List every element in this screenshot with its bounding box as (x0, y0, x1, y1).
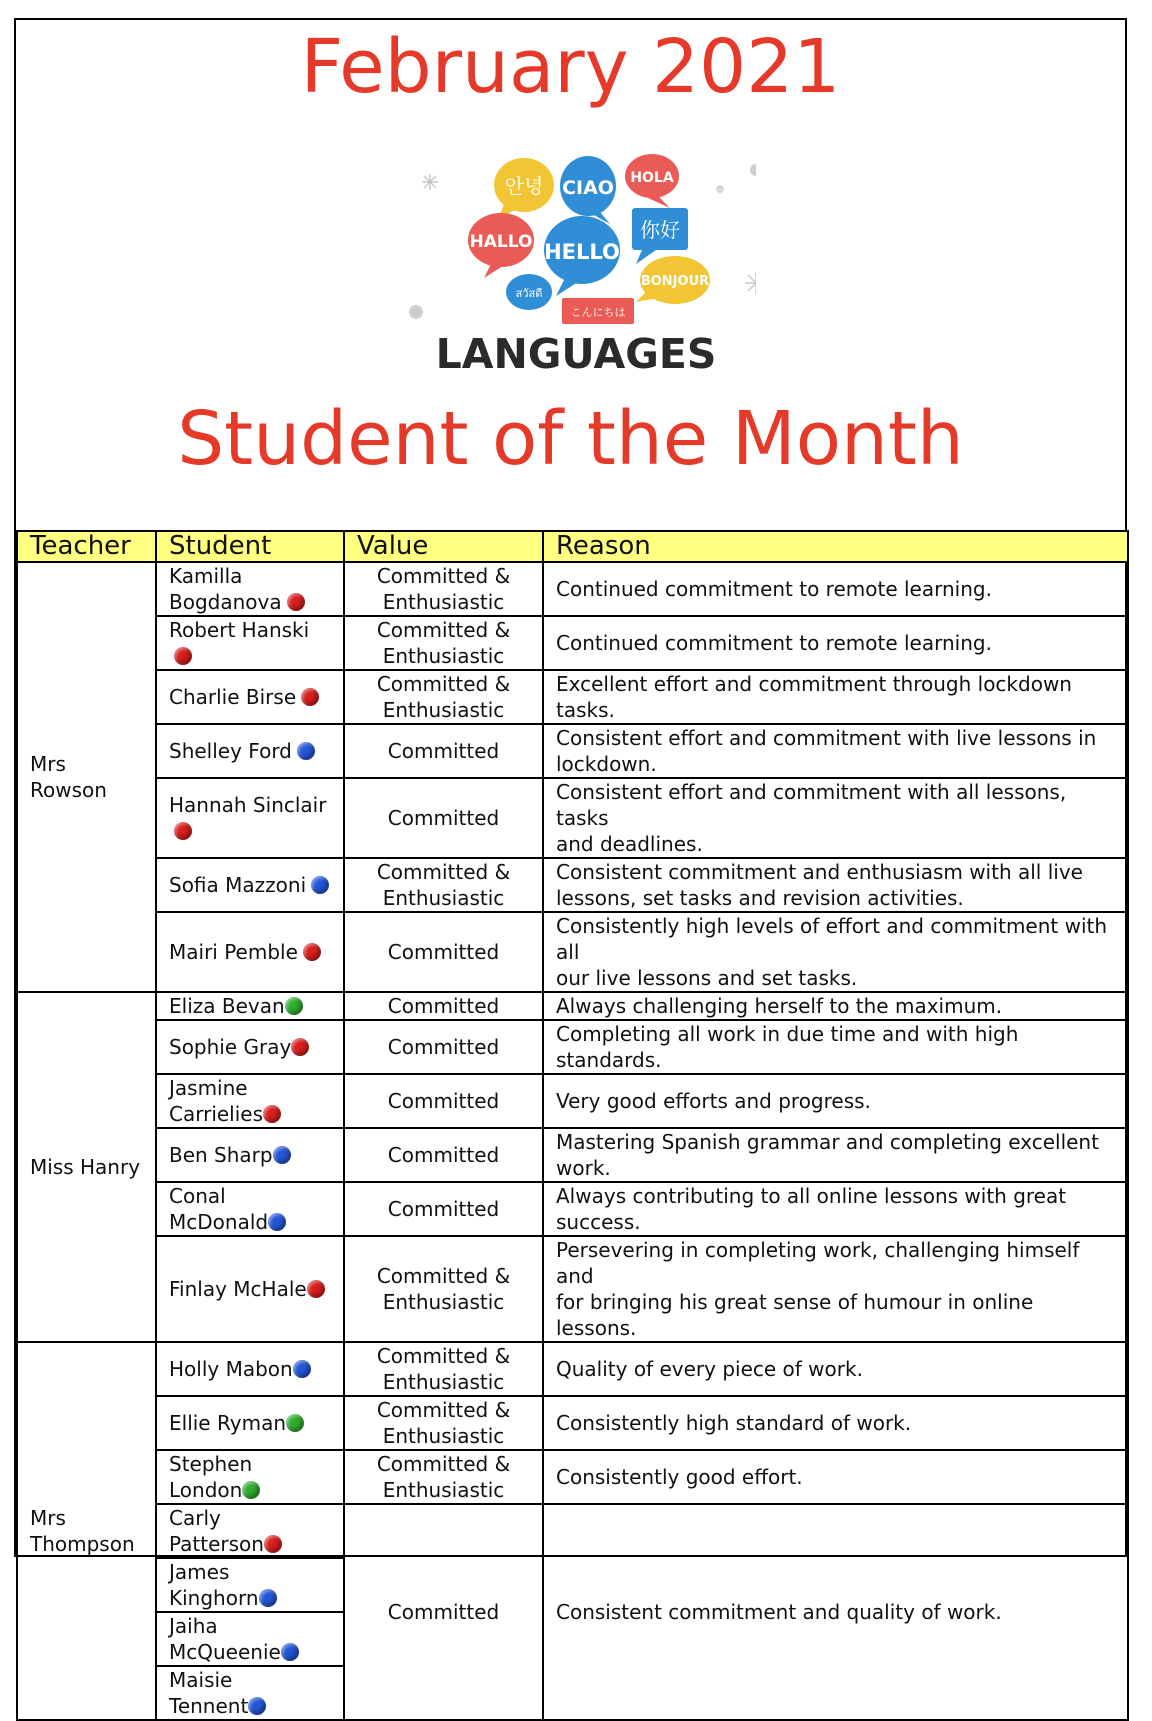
student-name: Bogdanova (169, 590, 282, 614)
student-name: Jasmine (169, 1076, 248, 1100)
svg-text:CIAO: CIAO (562, 177, 614, 199)
student-name: James (169, 1560, 230, 1584)
table-row (17, 1074, 1128, 1128)
student-name: Finlay McHale (169, 1277, 307, 1301)
red-dot-icon (287, 593, 305, 611)
svg-text:HALLO: HALLO (469, 232, 533, 252)
reason-cell (543, 1182, 1128, 1236)
student-cell (156, 724, 344, 778)
reason-text: Consistently high standard of work. (556, 1411, 912, 1435)
column-header-value: Value (344, 531, 543, 562)
value-cell (344, 858, 543, 912)
student-name: Tennent (169, 1694, 249, 1718)
reason-text: Always contributing to all online lessons with great (556, 1184, 1067, 1208)
value-cell (344, 1182, 543, 1236)
value-text: Committed (387, 1197, 500, 1221)
green-dot-icon (242, 1481, 260, 1499)
value-text: Enthusiastic (382, 590, 505, 614)
svg-text:HOLA: HOLA (630, 170, 674, 186)
value-cell (344, 562, 543, 616)
reason-text: lessons, set tasks and revision activities. (556, 886, 964, 910)
teacher-cell (17, 1342, 156, 1720)
student-cell (156, 1182, 344, 1236)
student-name: Kinghorn (169, 1586, 259, 1610)
blue-dot-icon (273, 1146, 291, 1164)
value-text: Committed (387, 1600, 500, 1624)
reason-cell (543, 562, 1128, 616)
table-row (17, 1450, 1128, 1504)
reason-cell (543, 1020, 1128, 1074)
poster-sheet (14, 18, 1127, 1718)
value-text: Committed & (376, 672, 511, 696)
value-cell (344, 670, 543, 724)
column-header-reason: Reason (543, 531, 1128, 562)
poster-header (16, 20, 1125, 530)
reason-text: Persevering in completing work, challenging himself and (556, 1238, 1080, 1288)
value-text: Committed (387, 1035, 500, 1059)
table-row (17, 1020, 1128, 1074)
value-cell (344, 1342, 543, 1396)
student-cell (156, 1450, 344, 1504)
student-name: Stephen (169, 1452, 253, 1476)
column-header-student: Student (156, 531, 344, 562)
value-text: Enthusiastic (382, 1478, 505, 1502)
reason-cell (543, 1074, 1128, 1128)
student-cell (156, 1396, 344, 1450)
red-dot-icon (307, 1280, 325, 1298)
student-cell (156, 912, 344, 992)
reason-text: and deadlines. (556, 832, 703, 856)
value-text: Committed & (376, 1344, 511, 1368)
student-cell (156, 1342, 344, 1396)
value-text: Enthusiastic (382, 1290, 505, 1314)
student-name: Carly (169, 1506, 221, 1530)
teacher-cell (17, 562, 156, 992)
table-row (17, 1236, 1128, 1342)
student-name: Patterson (169, 1532, 264, 1556)
value-cell (344, 1450, 543, 1504)
table-row (17, 562, 1128, 616)
table-row (17, 1504, 1128, 1558)
student-cell (156, 1020, 344, 1074)
svg-text:BONJOUR: BONJOUR (640, 274, 710, 289)
value-cell (344, 912, 543, 992)
student-cell (156, 670, 344, 724)
teacher-cell (17, 992, 156, 1342)
reason-text: Quality of every piece of work. (556, 1357, 863, 1381)
languages-logo (396, 112, 756, 402)
student-name: Charlie Birse (169, 685, 297, 709)
table-row (17, 992, 1128, 1020)
red-dot-icon (303, 943, 321, 961)
blue-dot-icon (311, 876, 329, 894)
student-of-the-month-title: Student of the Month (177, 396, 964, 482)
student-cell (156, 1074, 344, 1128)
reason-text: Excellent effort and commitment through lockdown tasks. (556, 672, 1072, 722)
red-dot-icon (301, 688, 319, 706)
value-cell (344, 992, 543, 1020)
reason-text: Continued commitment to remote learning. (556, 577, 992, 601)
reason-text: Always challenging herself to the maximum. (556, 994, 1003, 1018)
logo-wordmark: LANGUAGES (435, 330, 717, 378)
svg-text:สวัสดี: สวัสดี (515, 287, 543, 300)
student-cell (156, 616, 344, 670)
value-text: Enthusiastic (382, 644, 505, 668)
reason-text: Consistently good effort. (556, 1465, 803, 1489)
student-name: Holly Mabon (169, 1357, 293, 1381)
speech-bubbles-icon (396, 112, 756, 332)
value-cell (344, 616, 543, 670)
blue-dot-icon (268, 1213, 286, 1231)
student-cell (156, 1666, 344, 1720)
value-text: Enthusiastic (382, 698, 505, 722)
table-row (17, 670, 1128, 724)
reason-text: our live lessons and set tasks. (556, 966, 858, 990)
student-cell (156, 1504, 344, 1558)
value-text: Committed & (376, 1398, 511, 1422)
red-dot-icon (291, 1038, 309, 1056)
svg-text:HELLO: HELLO (544, 240, 620, 264)
student-name: Sofia Mazzoni (169, 873, 307, 897)
value-text: Enthusiastic (382, 1370, 505, 1394)
column-header-teacher: Teacher (17, 531, 156, 562)
reason-text: Mastering Spanish grammar and completing excellent (556, 1130, 1099, 1154)
value-cell (344, 778, 543, 858)
reason-cell (543, 724, 1128, 778)
student-name: Mairi Pemble (169, 940, 298, 964)
reason-cell (543, 778, 1128, 858)
table-header-row (17, 531, 1128, 562)
reason-text: work. (556, 1156, 611, 1180)
svg-text:こんにちは: こんにちは (570, 306, 626, 319)
student-cell (156, 1612, 344, 1666)
green-dot-icon (285, 997, 303, 1015)
red-dot-icon (174, 647, 192, 665)
value-text: Committed & (376, 618, 511, 642)
student-cell (156, 858, 344, 912)
student-name: Robert Hanski (169, 618, 310, 642)
blue-dot-icon (248, 1697, 266, 1715)
value-text: Committed (387, 806, 500, 830)
table-row (17, 1342, 1128, 1396)
student-name: Eliza Bevan (169, 994, 285, 1018)
table-row (17, 1396, 1128, 1450)
red-dot-icon (263, 1105, 281, 1123)
svg-text:你好: 你好 (640, 218, 680, 242)
student-name: London (169, 1478, 243, 1502)
reason-text: Completing all work in due time and with high standards. (556, 1022, 1019, 1072)
value-text: Committed (387, 739, 500, 763)
value-text: Committed & (376, 1264, 511, 1288)
student-cell (156, 562, 344, 616)
reason-cell (543, 992, 1128, 1020)
reason-cell (543, 1504, 1128, 1720)
reason-text: lockdown. (556, 752, 657, 776)
student-name: Sophie Gray (169, 1035, 292, 1059)
value-text: Enthusiastic (382, 1424, 505, 1448)
student-name: McDonald (169, 1210, 269, 1234)
month-title: February 2021 (300, 24, 841, 110)
blue-dot-icon (293, 1360, 311, 1378)
value-cell (344, 1396, 543, 1450)
value-text: Enthusiastic (382, 886, 505, 910)
reason-text: Consistent commitment and quality of work. (556, 1600, 1002, 1624)
table-row (17, 858, 1128, 912)
reason-cell (543, 1128, 1128, 1182)
student-name: Conal (169, 1184, 226, 1208)
teacher-name: Mrs Thompson (30, 1506, 135, 1556)
value-cell (344, 1236, 543, 1342)
student-cell (156, 1128, 344, 1182)
blue-dot-icon (297, 742, 315, 760)
reason-text: Consistently high levels of effort and commitment with all (556, 914, 1108, 964)
reason-cell (543, 858, 1128, 912)
teacher-name: Mrs Rowson (30, 752, 107, 802)
student-name: Hannah Sinclair (169, 793, 327, 817)
reason-text: Continued commitment to remote learning. (556, 631, 992, 655)
table-row (17, 724, 1128, 778)
value-text: Committed & (376, 860, 511, 884)
student-roster-table (16, 530, 1129, 1721)
reason-cell (543, 912, 1128, 992)
reason-text: Consistent effort and commitment with all lessons, tasks (556, 780, 1067, 830)
blue-dot-icon (259, 1589, 277, 1607)
roster-body (17, 562, 1128, 1720)
reason-cell (543, 1450, 1128, 1504)
student-name: Ellie Ryman (169, 1411, 287, 1435)
table-row (17, 1182, 1128, 1236)
student-name: Carrielies (169, 1102, 264, 1126)
table-row (17, 1128, 1128, 1182)
student-name: Ben Sharp (169, 1143, 273, 1167)
student-name: Kamilla (169, 564, 243, 588)
student-name: McQueenie (169, 1640, 281, 1664)
reason-cell (543, 616, 1128, 670)
green-dot-icon (286, 1414, 304, 1432)
table-row (17, 912, 1128, 992)
value-cell (344, 1020, 543, 1074)
value-cell (344, 1128, 543, 1182)
student-cell (156, 778, 344, 858)
student-name: Maisie (169, 1668, 233, 1692)
svg-text:안녕: 안녕 (504, 174, 544, 198)
value-cell (344, 1504, 543, 1720)
reason-cell (543, 1342, 1128, 1396)
reason-cell (543, 670, 1128, 724)
reason-text: success. (556, 1210, 641, 1234)
student-name: Jaiha (169, 1614, 218, 1638)
value-text: Committed & (376, 1452, 511, 1476)
value-cell (344, 724, 543, 778)
red-dot-icon (174, 822, 192, 840)
red-dot-icon (264, 1535, 282, 1553)
student-cell (156, 1558, 344, 1612)
table-row (17, 616, 1128, 670)
value-text: Committed (387, 940, 500, 964)
reason-text: Consistent effort and commitment with live lessons in (556, 726, 1097, 750)
teacher-name: Miss Hanry (30, 1155, 141, 1179)
value-text: Committed (387, 1143, 500, 1167)
reason-text: Very good efforts and progress. (556, 1089, 871, 1113)
reason-text: for bringing his great sense of humour in online lessons. (556, 1290, 1034, 1340)
reason-cell (543, 1396, 1128, 1450)
value-cell (344, 1074, 543, 1128)
value-text: Committed & (376, 564, 511, 588)
student-name: Shelley Ford (169, 739, 292, 763)
reason-cell (543, 1236, 1128, 1342)
blue-dot-icon (281, 1643, 299, 1661)
value-text: Committed (387, 994, 500, 1018)
student-cell (156, 1236, 344, 1342)
value-text: Committed (387, 1089, 500, 1113)
table-row (17, 778, 1128, 858)
student-cell (156, 992, 344, 1020)
reason-text: Consistent commitment and enthusiasm with all live (556, 860, 1083, 884)
